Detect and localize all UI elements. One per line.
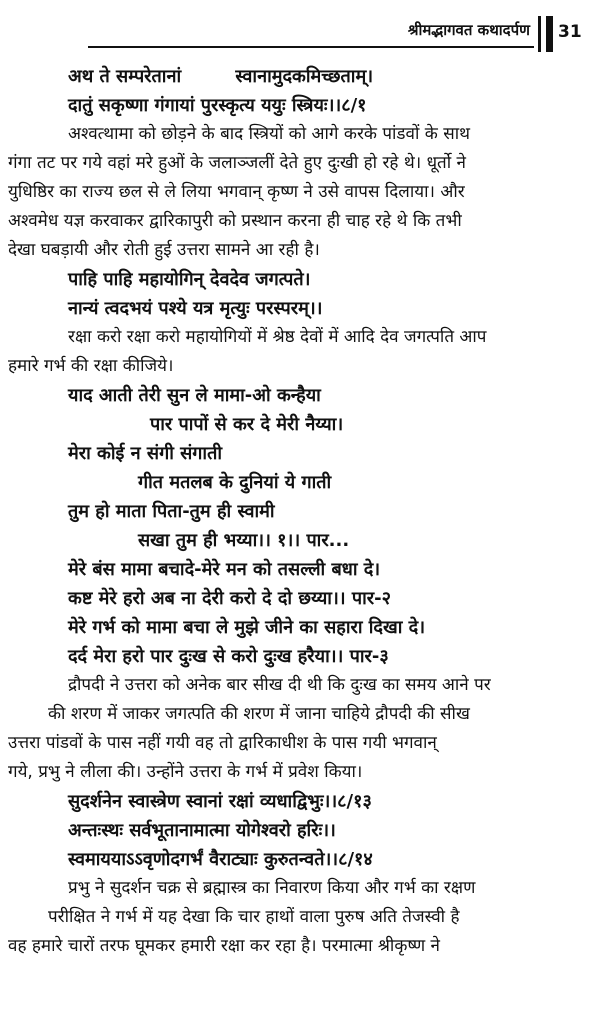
song-line: सखा तुम ही भय्या।। १।। पार... bbox=[138, 530, 350, 551]
page-number: 31 bbox=[558, 22, 582, 42]
prose-line: अश्वमेध यज्ञ करवाकर द्वारिकापुरी को प्रस्थान करना ही चाह रहे थे कि तभी bbox=[8, 211, 462, 231]
verse-line: सुदर्शनेन स्वास्त्रेण स्वानां रक्षां व्यधाद्विभुः।।८/१३ bbox=[68, 791, 372, 812]
prose-line: गंगा तट पर गये वहां मरे हुओं के जलाञ्जलीं देते हुए दुःखी हो रहे थे। धूर्तो ने bbox=[8, 153, 466, 173]
song-line: दर्द मेरा हरो पार दुःख से करो दुःख हरैया।। पार-३ bbox=[68, 646, 389, 667]
song-line: मेरे बंस मामा बचादे-मेरे मन को तसल्ली बधा दे। bbox=[68, 559, 381, 580]
verse-line: नान्यं त्वदभयं पश्ये यत्र मृत्युः परस्परम्।। bbox=[68, 298, 323, 319]
verse-line: दातुं सकृष्णा गंगायां पुरस्कृत्य ययुः स्त्रियः।।८/१ bbox=[68, 95, 367, 116]
song-line: मेरे गर्भ को मामा बचा ले मुझे जीने का सहारा दिखा दे। bbox=[68, 617, 426, 638]
prose-line: परीक्षित ने गर्भ में यह देखा कि चार हाथों वाला पुरुष अति तेजस्वी है bbox=[48, 907, 460, 927]
song-line: मेरा कोई न संगी संगाती bbox=[68, 443, 223, 464]
song-line: याद आती तेरी सुन ले मामा-ओ कन्हैया bbox=[68, 385, 321, 406]
prose-line: रक्षा करो रक्षा करो महायोगियों में श्रेष्ठ देवों में आदि देव जगत्पति आप bbox=[68, 327, 487, 347]
song-line: कष्ट मेरे हरो अब ना देरी करो दे दो छय्या।। पार-२ bbox=[68, 588, 391, 609]
verse-line bbox=[0, 62, 600, 91]
prose-line: देखा घबड़ायी और रोती हुई उत्तरा सामने आ रही है। bbox=[8, 240, 320, 260]
prose-line: अश्वत्थामा को छोड़ने के बाद स्त्रियों को आगे करके पांडवों के साथ bbox=[68, 124, 470, 144]
song-line: गीत मतलब के दुनियां ये गाती bbox=[138, 472, 332, 493]
header-bar-thick bbox=[546, 16, 553, 52]
header-bar-thin bbox=[538, 16, 541, 52]
song-line: तुम हो माता पिता-तुम ही स्वामी bbox=[68, 501, 275, 522]
verse-line: स्वमाययाऽऽवृणोदगर्भं वैराट्याः कुरुतन्वते।।८/१४ bbox=[68, 849, 373, 870]
verse-line: पाहि पाहि महायोगिन् देवदेव जगत्पते। bbox=[68, 269, 311, 290]
book-title: श्रीमद्भागवत कथादर्पण bbox=[407, 21, 530, 39]
verse-part: अथ ते सम्परेतानां bbox=[68, 66, 182, 87]
running-header bbox=[0, 0, 600, 52]
verse-line: अन्तःस्थः सर्वभूतानामात्मा योगेश्वरो हरिः।। bbox=[68, 820, 336, 841]
prose-line: प्रभु ने सुदर्शन चक्र से ब्रह्मास्त्र का निवारण किया और गर्भ का रक्षण bbox=[68, 878, 476, 898]
prose-line: गये, प्रभु ने लीला की। उन्होंने उत्तरा के गर्भ में प्रवेश किया। bbox=[8, 762, 363, 782]
prose-line: वह हमारे चारों तरफ घूमकर हमारी रक्षा कर रहा है। परमात्मा श्रीकृष्ण ने bbox=[8, 936, 440, 956]
prose-line: हमारे गर्भ की रक्षा कीजिये। bbox=[8, 356, 174, 376]
song-line: पार पापों से कर दे मेरी नैय्या। bbox=[150, 414, 344, 435]
prose-line: की शरण में जाकर जगत्पति की शरण में जाना चाहिये द्रौपदी की सीख bbox=[48, 704, 470, 724]
page-body bbox=[0, 62, 600, 961]
verse-part: स्वानामुदकमिच्छताम्। bbox=[235, 66, 374, 87]
prose-line: द्रौपदी ने उत्तरा को अनेक बार सीख दी थी कि दुःख का समय आने पर bbox=[68, 675, 491, 695]
prose-line: उत्तरा पांडवों के पास नहीं गयी वह तो द्वारिकाधीश के पास गयी भगवान् bbox=[8, 733, 437, 753]
header-rule bbox=[88, 46, 534, 48]
prose-line: युधिष्ठिर का राज्य छल से ले लिया भगवान् कृष्ण ने उसे वापस दिलाया। और bbox=[8, 182, 465, 202]
